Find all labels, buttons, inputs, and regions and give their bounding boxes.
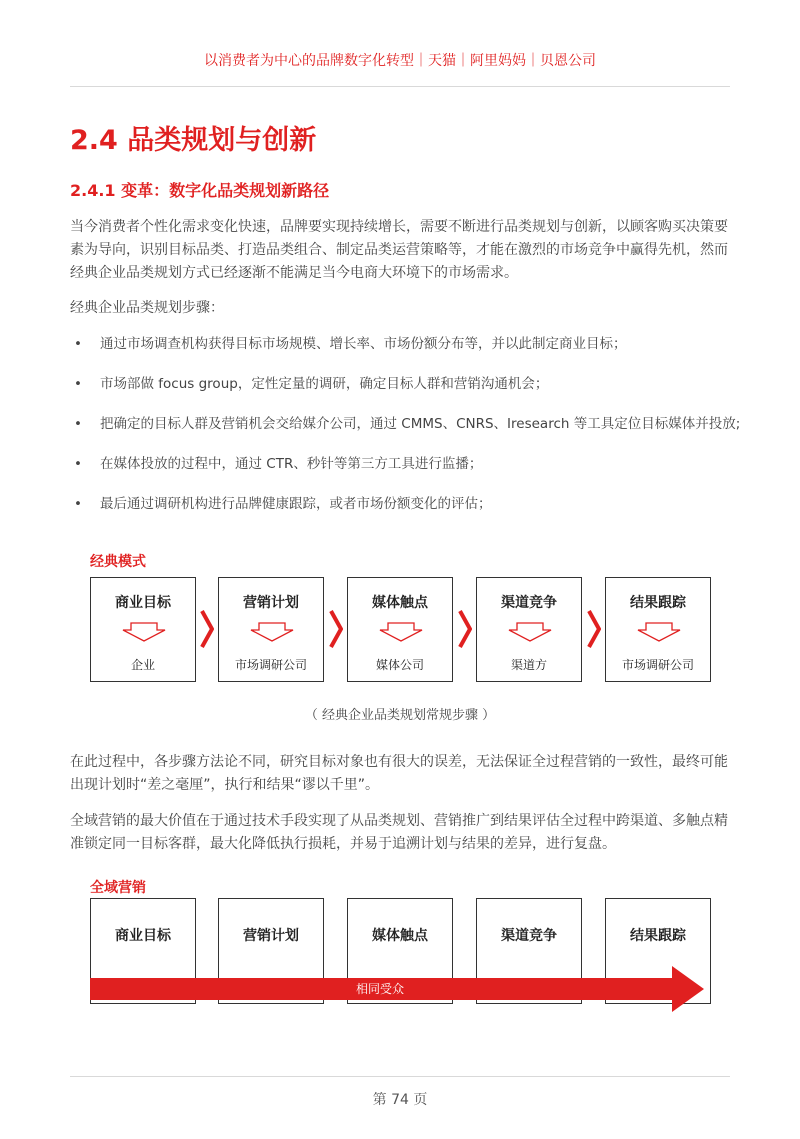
- classic-step-box: [90, 577, 196, 682]
- classic-model-caption: （ 经典企业品类规划常规步骤 ）: [304, 708, 496, 723]
- omni-model-title: 全域营销: [90, 880, 146, 896]
- classic-step-title: 营销计划: [243, 595, 299, 611]
- list-item: [70, 374, 740, 414]
- chevron-right-icon: [458, 609, 472, 649]
- down-arrow-icon: [250, 622, 294, 642]
- bullet-icon: •: [74, 496, 82, 512]
- classic-model-title: 经典模式: [90, 554, 146, 570]
- classic-step-owner: 市场调研公司: [621, 658, 694, 672]
- down-arrow-icon: [122, 622, 166, 642]
- classic-step-owner: 媒体公司: [375, 658, 424, 672]
- bullet-icon: •: [74, 336, 82, 352]
- chevron-right-icon: [587, 609, 601, 649]
- omni-step-title: 结果跟踪: [630, 928, 686, 944]
- header-rule: [70, 86, 730, 87]
- page-header: 以消费者为中心的品牌数字化转型｜天猫｜阿里妈妈｜贝恩公司: [204, 53, 596, 69]
- list-item-text: 市场部做 focus group，定性定量的调研，确定目标人群和营销沟通机会；: [100, 376, 549, 392]
- omni-step-title: 营销计划: [243, 928, 299, 944]
- list-item: [70, 454, 740, 494]
- list-item: [70, 414, 740, 454]
- down-arrow-icon: [637, 622, 681, 642]
- down-arrow-icon: [508, 622, 552, 642]
- page-number: 第 74 页: [372, 1092, 428, 1108]
- classic-step-title: 渠道竞争: [501, 595, 557, 611]
- process-paragraph: 在此过程中，各步骤方法论不同，研究目标对象也有很大的误差，无法保证全过程营销的一致性，最终可能出现计划时“差之毫厘”，执行和结果“谬以千里”。: [70, 754, 728, 793]
- classic-step-box: [347, 577, 453, 682]
- classic-step-title: 媒体触点: [372, 595, 428, 611]
- steps-intro: 经典企业品类规划步骤：: [70, 300, 224, 316]
- classic-step-box: [476, 577, 582, 682]
- steps-list: [70, 334, 740, 534]
- down-arrow-icon: [379, 622, 423, 642]
- subsection-heading: 2.4.1 变革：数字化品类规划新路径: [70, 181, 330, 200]
- bullet-icon: •: [74, 456, 82, 472]
- classic-step-box: [605, 577, 711, 682]
- omni-step-title: 渠道竞争: [501, 928, 557, 944]
- chevron-right-icon: [200, 609, 214, 649]
- classic-step-owner: 市场调研公司: [234, 658, 307, 672]
- list-item: [70, 334, 740, 374]
- list-item-text: 通过市场调查机构获得目标市场规模、增长率、市场份额分布等，并以此制定商业目标；: [100, 336, 627, 352]
- omni-step-title: 商业目标: [115, 928, 171, 944]
- classic-step-title: 商业目标: [115, 595, 171, 611]
- list-item-text: 把确定的目标人群及营销机会交给媒介公司，通过 CMMS、CNRS、Iresearch 等工具定位目标媒体并投放;: [100, 416, 741, 432]
- list-item-text: 最后通过调研机构进行品牌健康跟踪，或者市场份额变化的评估；: [100, 496, 492, 512]
- classic-step-title: 结果跟踪: [630, 595, 686, 611]
- section-heading: 2.4 品类规划与创新: [70, 125, 317, 156]
- list-item-text: 在媒体投放的过程中，通过 CTR、秒针等第三方工具进行监播；: [100, 456, 483, 472]
- intro-paragraph: 当今消费者个性化需求变化快速，品牌要实现持续增长，需要不断进行品类规划与创新，以顾客购买决策要素为导向，识别目标品类、打造品类组合、制定品类运营策略等，才能在激烈的市场竞争中赢得先机，然而经典企业品类规划方式已经逐渐不能满足当今电商大环境下的市场需求。: [70, 219, 728, 281]
- omni-paragraph: 全域营销的最大价值在于通过技术手段实现了从品类规划、营销推广到结果评估全过程中跨渠道、多触点精准锁定同一目标客群，最大化降低执行损耗，并易于追溯计划与结果的差异，进行复盘。: [70, 813, 728, 852]
- classic-step-owner: 企业: [130, 658, 155, 672]
- footer-rule: [70, 1076, 730, 1077]
- chevron-right-icon: [329, 609, 343, 649]
- bullet-icon: •: [74, 376, 82, 392]
- list-item: [70, 494, 740, 534]
- classic-step-owner: 渠道方: [510, 658, 547, 672]
- omni-step-title: 媒体触点: [372, 928, 428, 944]
- same-audience-label: 相同受众: [355, 982, 404, 996]
- classic-step-box: [218, 577, 324, 682]
- bullet-icon: •: [74, 416, 82, 432]
